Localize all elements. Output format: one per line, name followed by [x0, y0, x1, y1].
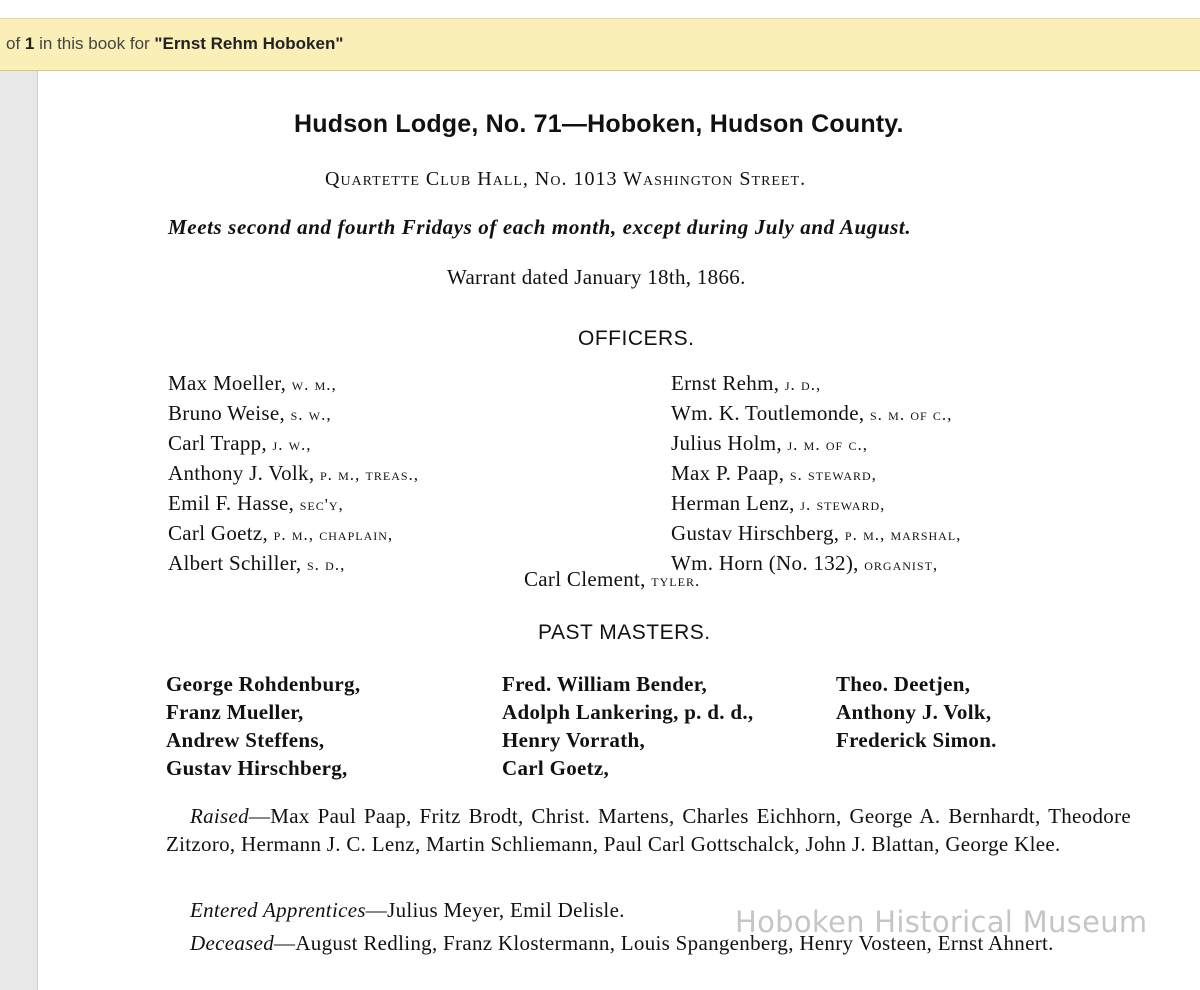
officer-entry: Gustav Hirschberg, p. m., marshal,: [671, 521, 962, 545]
lodge-address: Quartette Club Hall, No. 1013 Washington Street.: [325, 168, 807, 190]
officer-entry: Herman Lenz, j. steward,: [671, 491, 886, 515]
officer-entry: Anthony J. Volk, p. m., treas.,: [168, 461, 420, 485]
tyler-line: [524, 565, 700, 595]
officer-entry: Max P. Paap, s. steward,: [671, 461, 877, 485]
past-master-entry: George Rohdenburg,: [166, 672, 361, 696]
past-master-entry: Franz Mueller,: [166, 700, 304, 724]
officer-entry: Max Moeller, w. m.,: [168, 371, 337, 395]
deceased-label: Deceased: [190, 931, 275, 955]
top-strip: [0, 0, 1200, 18]
past-master-entry: Henry Vorrath,: [502, 728, 646, 752]
warrant-date: Warrant dated January 18th, 1866.: [447, 265, 746, 289]
officer-entry: Wm. K. Toutlemonde, s. m. of c.,: [671, 401, 953, 425]
past-master-entry: Andrew Steffens,: [166, 728, 325, 752]
raised-label: Raised: [190, 804, 249, 828]
past-master-entry: Adolph Lankering, p. d. d.,: [502, 700, 754, 724]
past-masters-column-1: [166, 670, 360, 782]
search-count: 1: [24, 34, 35, 53]
past-masters-heading: PAST MASTERS.: [538, 621, 711, 644]
officers-right-column: [671, 369, 961, 579]
entered-names: —Julius Meyer, Emil Delisle.: [365, 898, 625, 922]
officer-entry: Julius Holm, j. m. of c.,: [671, 431, 868, 455]
deceased-names: —August Redling, Franz Klostermann, Louis Spangenberg, Henry Vosteen, Ernst Ahnert.: [274, 931, 1054, 955]
search-results-text: [6, 34, 343, 54]
officers-left-column: [168, 369, 419, 579]
museum-watermark: Hoboken Historical Museum: [735, 905, 1148, 939]
tyler-title: tyler.: [651, 571, 701, 590]
past-master-entry: Gustav Hirschberg,: [166, 756, 348, 780]
search-results-bar: [0, 18, 1200, 71]
raised-paragraph: [166, 802, 1131, 858]
past-master-entry: Carl Goetz,: [502, 756, 610, 780]
left-gutter: [0, 71, 38, 990]
raised-names: —Max Paul Paap, Fritz Brodt, Christ. Martens, Charles Eichhorn, George A. Bernhardt, Theodore Zitzoro, Hermann J. C. Lenz, Martin Schliemann, Paul Carl Gottschalck, John J. Blattan, George Klee.: [166, 804, 1131, 856]
officer-entry: Albert Schiller, s. d.,: [168, 551, 346, 575]
tyler-name: Carl Clement,: [524, 567, 646, 591]
past-master-entry: Fred. William Bender,: [502, 672, 708, 696]
search-prefix: of: [6, 34, 21, 53]
entered-label: Entered Apprentices: [190, 898, 366, 922]
officer-entry: Emil F. Hasse, sec'y,: [168, 491, 344, 515]
past-master-entry: Anthony J. Volk,: [836, 700, 992, 724]
officer-entry: Carl Goetz, p. m., chaplain,: [168, 521, 394, 545]
past-masters-column-2: [502, 670, 753, 782]
search-middle: in this book for: [39, 34, 150, 53]
officer-entry: Ernst Rehm, j. d.,: [671, 371, 822, 395]
page-title: Hudson Lodge, No. 71—Hoboken, Hudson County.: [294, 110, 904, 138]
past-masters-column-3: [836, 670, 997, 754]
officer-entry: Wm. Horn (No. 132), organist,: [671, 551, 939, 575]
meeting-schedule: Meets second and fourth Fridays of each month, except during July and August.: [168, 215, 912, 239]
officers-heading: OFFICERS.: [578, 327, 695, 350]
past-master-entry: Theo. Deetjen,: [836, 672, 971, 696]
past-master-entry: Frederick Simon.: [836, 728, 997, 752]
officer-entry: Carl Trapp, j. w.,: [168, 431, 312, 455]
search-query[interactable]: "Ernst Rehm Hoboken": [154, 34, 344, 53]
officer-entry: Bruno Weise, s. w.,: [168, 401, 332, 425]
